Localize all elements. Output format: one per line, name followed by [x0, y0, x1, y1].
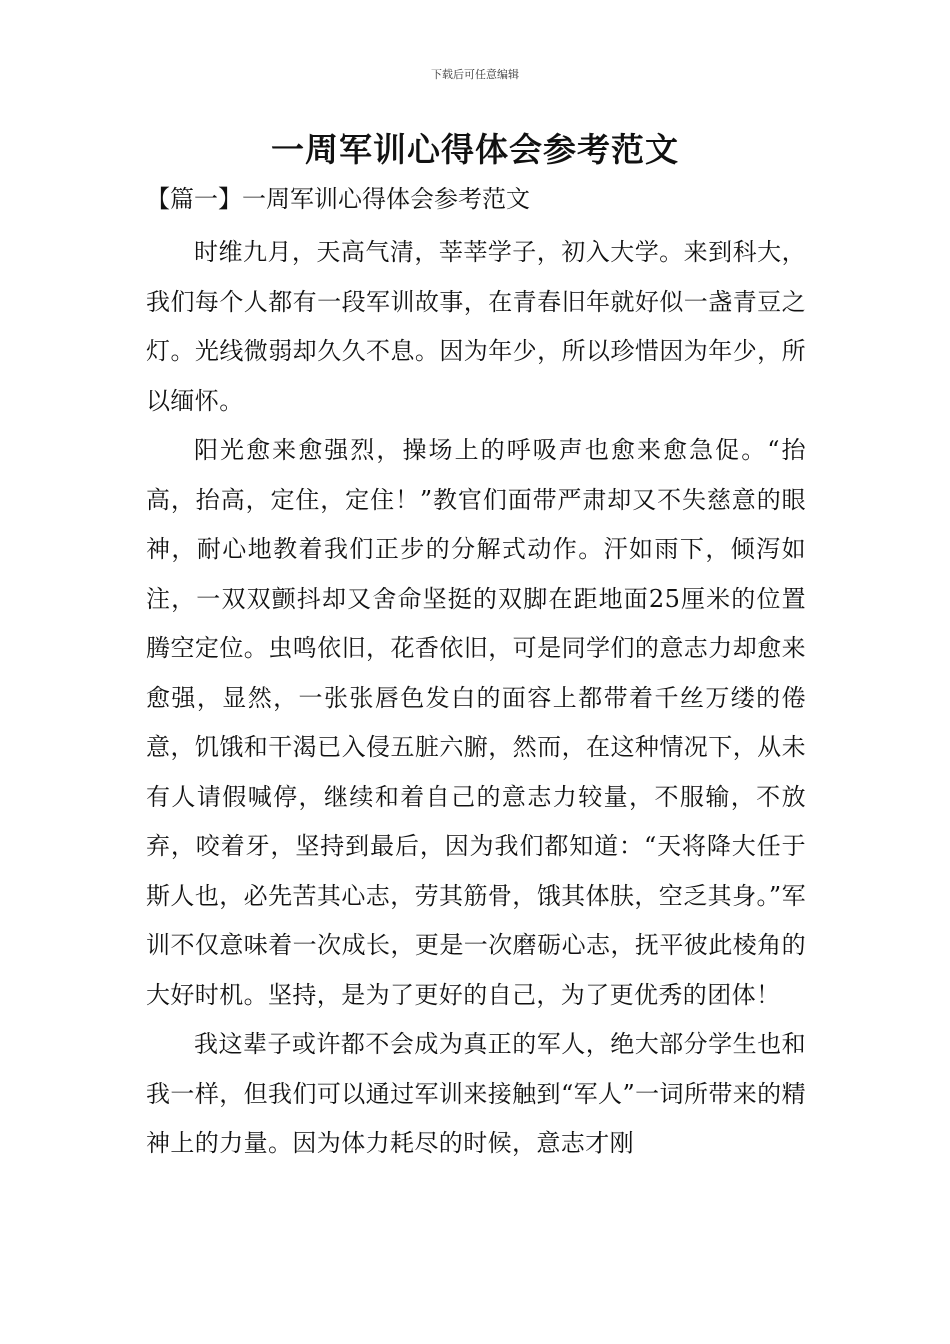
body-text [146, 228, 806, 1169]
document-title: 一周军训心得体会参考范文 [271, 130, 679, 169]
header-note: 下载后可任意编辑 [431, 68, 519, 81]
paragraph-2: 阳光愈来愈强烈，操场上的呼吸声也愈来愈急促。“抬高，抬高，定住，定住！”教官们面带严肃却又不失慈意的眼神，耐心地教着我们正步的分解式动作。汗如雨下，倾泻如注，一双双颤抖却又舍命坚挺的双脚在距地面25厘米的位置腾空定位。虫鸣依旧，花香依旧，可是同学们的意志力却愈来愈强，显然，一张张唇色发白的面容上都带着千丝万缕的倦意，饥饿和干渴已入侵五脏六腑，然而，在这种情况下，从未有人请假喊停，继续和着自己的意志力较量，不服输，不放弃，咬着牙，坚持到最后，因为我们都知道：“天将降大任于斯人也，必先苦其心志，劳其筋骨，饿其体肤，空乏其身。”军训不仅意味着一次成长，更是一次磨砺心志，抚平彼此棱角的大好时机。坚持，是为了更好的自己，为了更优秀的团体！ [146, 436, 806, 1009]
paragraph-3: 我这辈子或许都不会成为真正的军人，绝大部分学生也和我一样，但我们可以通过军训来接触到“军人”一词所带来的精神上的力量。因为体力耗尽的时候，意志才刚 [146, 1030, 806, 1157]
paragraph-1: 时维九月，天高气清，莘莘学子，初入大学。来到科大，我们每个人都有一段军训故事，在青春旧年就好似一盏青豆之灯。光线微弱却久久不息。因为年少，所以珍惜因为年少，所以缅怀。 [146, 238, 806, 415]
section-heading: 【篇一】一周军训心得体会参考范文 [146, 185, 530, 213]
